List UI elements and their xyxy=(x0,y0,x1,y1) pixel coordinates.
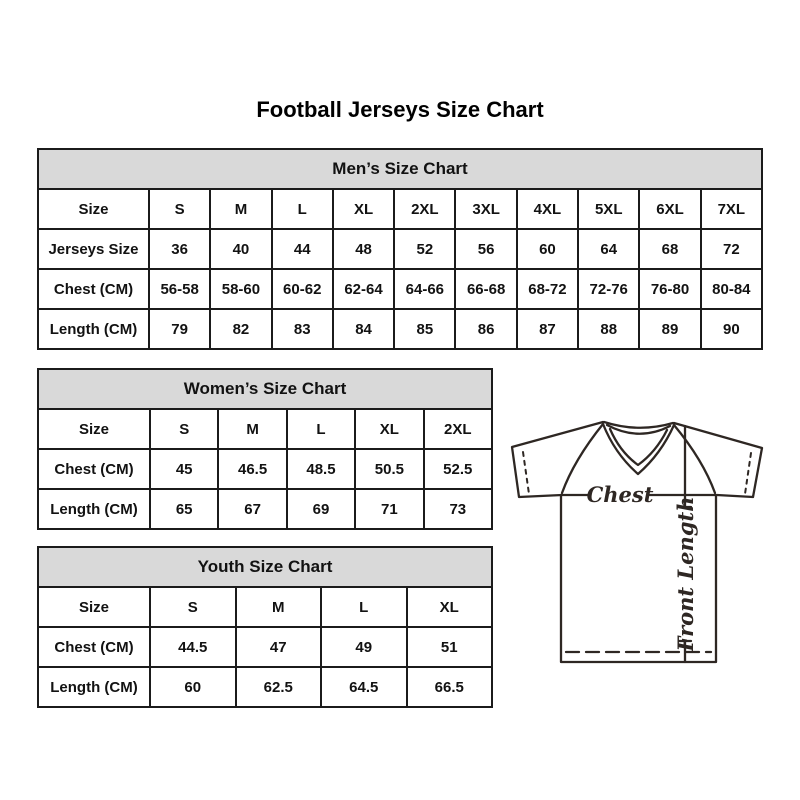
value-cell: 82 xyxy=(210,309,271,349)
value-cell: 79 xyxy=(149,309,210,349)
value-cell: 85 xyxy=(394,309,455,349)
size-table xyxy=(37,546,493,708)
value-cell: 66.5 xyxy=(407,667,493,707)
value-cell: 5XL xyxy=(578,189,639,229)
row-label-cell: Size xyxy=(38,409,150,449)
value-cell: 71 xyxy=(355,489,423,529)
value-cell: M xyxy=(218,409,286,449)
jersey-measurement-diagram xyxy=(500,410,770,675)
value-cell: M xyxy=(236,587,322,627)
front-length-label: Front Length xyxy=(673,496,698,652)
womens-size-chart xyxy=(37,368,493,527)
table-row xyxy=(38,309,762,349)
value-cell: 66-68 xyxy=(455,269,516,309)
value-cell: 67 xyxy=(218,489,286,529)
value-cell: 48.5 xyxy=(287,449,355,489)
value-cell: 90 xyxy=(701,309,762,349)
page-title: Football Jerseys Size Chart xyxy=(256,97,544,122)
value-cell: 64 xyxy=(578,229,639,269)
value-cell: S xyxy=(150,587,236,627)
row-label-cell: Length (CM) xyxy=(38,309,149,349)
table-row xyxy=(38,667,492,707)
value-cell: 4XL xyxy=(517,189,578,229)
value-cell: 3XL xyxy=(455,189,516,229)
value-cell: 64.5 xyxy=(321,667,407,707)
table-row xyxy=(38,189,762,229)
value-cell: 89 xyxy=(639,309,700,349)
value-cell: S xyxy=(149,189,210,229)
value-cell: 40 xyxy=(210,229,271,269)
row-label-cell: Size xyxy=(38,189,149,229)
value-cell: 51 xyxy=(407,627,493,667)
value-cell: L xyxy=(272,189,333,229)
table-row xyxy=(38,409,492,449)
table-row xyxy=(38,229,762,269)
value-cell: 7XL xyxy=(701,189,762,229)
value-cell: 46.5 xyxy=(218,449,286,489)
row-label-cell: Length (CM) xyxy=(38,667,150,707)
jersey-diagram-svg xyxy=(500,410,770,675)
size-table xyxy=(37,148,763,350)
value-cell: XL xyxy=(333,189,394,229)
value-cell: 58-60 xyxy=(210,269,271,309)
value-cell: 45 xyxy=(150,449,218,489)
value-cell: S xyxy=(150,409,218,449)
table-row xyxy=(38,489,492,529)
youth-size-chart xyxy=(37,546,493,705)
value-cell: 76-80 xyxy=(639,269,700,309)
value-cell: 62.5 xyxy=(236,667,322,707)
row-label-cell: Jerseys Size xyxy=(38,229,149,269)
value-cell: 36 xyxy=(149,229,210,269)
table-title: Men’s Size Chart xyxy=(38,149,762,189)
value-cell: 47 xyxy=(236,627,322,667)
table-row xyxy=(38,587,492,627)
value-cell: 2XL xyxy=(424,409,492,449)
table-row xyxy=(38,627,492,667)
value-cell: 84 xyxy=(333,309,394,349)
size-table xyxy=(37,368,493,530)
value-cell: 88 xyxy=(578,309,639,349)
value-cell: 73 xyxy=(424,489,492,529)
value-cell: 69 xyxy=(287,489,355,529)
value-cell: 87 xyxy=(517,309,578,349)
value-cell: 52 xyxy=(394,229,455,269)
chest-label: Chest xyxy=(586,482,654,507)
value-cell: 60-62 xyxy=(272,269,333,309)
jersey-right-sleeve xyxy=(674,423,762,497)
jersey-right-seam xyxy=(674,425,715,493)
jersey-right-cuff-dashed-line xyxy=(745,453,751,494)
value-cell: XL xyxy=(355,409,423,449)
jersey-vneck-outer xyxy=(603,424,674,474)
value-cell: 62-64 xyxy=(333,269,394,309)
value-cell: 64-66 xyxy=(394,269,455,309)
value-cell: 50.5 xyxy=(355,449,423,489)
table-title: Youth Size Chart xyxy=(38,547,492,587)
value-cell: 72-76 xyxy=(578,269,639,309)
table-row xyxy=(38,269,762,309)
mens-size-chart xyxy=(37,148,763,348)
value-cell: 56-58 xyxy=(149,269,210,309)
value-cell: 60 xyxy=(517,229,578,269)
jersey-left-cuff-dashed-line xyxy=(523,452,529,494)
value-cell: 86 xyxy=(455,309,516,349)
value-cell: 68-72 xyxy=(517,269,578,309)
value-cell: 80-84 xyxy=(701,269,762,309)
row-label-cell: Size xyxy=(38,587,150,627)
value-cell: M xyxy=(210,189,271,229)
value-cell: 56 xyxy=(455,229,516,269)
value-cell: L xyxy=(321,587,407,627)
value-cell: 48 xyxy=(333,229,394,269)
value-cell: 6XL xyxy=(639,189,700,229)
table-title: Women’s Size Chart xyxy=(38,369,492,409)
row-label-cell: Chest (CM) xyxy=(38,627,150,667)
table-row xyxy=(38,449,492,489)
value-cell: 72 xyxy=(701,229,762,269)
value-cell: 49 xyxy=(321,627,407,667)
value-cell: 68 xyxy=(639,229,700,269)
value-cell: 60 xyxy=(150,667,236,707)
value-cell: 52.5 xyxy=(424,449,492,489)
value-cell: 83 xyxy=(272,309,333,349)
table-title-row xyxy=(38,547,492,587)
value-cell: 44 xyxy=(272,229,333,269)
jersey-collar-back-arc-outer xyxy=(604,422,673,428)
value-cell: 44.5 xyxy=(150,627,236,667)
value-cell: XL xyxy=(407,587,493,627)
value-cell: 2XL xyxy=(394,189,455,229)
value-cell: 65 xyxy=(150,489,218,529)
row-label-cell: Chest (CM) xyxy=(38,449,150,489)
table-title-row xyxy=(38,369,492,409)
row-label-cell: Length (CM) xyxy=(38,489,150,529)
row-label-cell: Chest (CM) xyxy=(38,269,149,309)
value-cell: L xyxy=(287,409,355,449)
table-title-row xyxy=(38,149,762,189)
